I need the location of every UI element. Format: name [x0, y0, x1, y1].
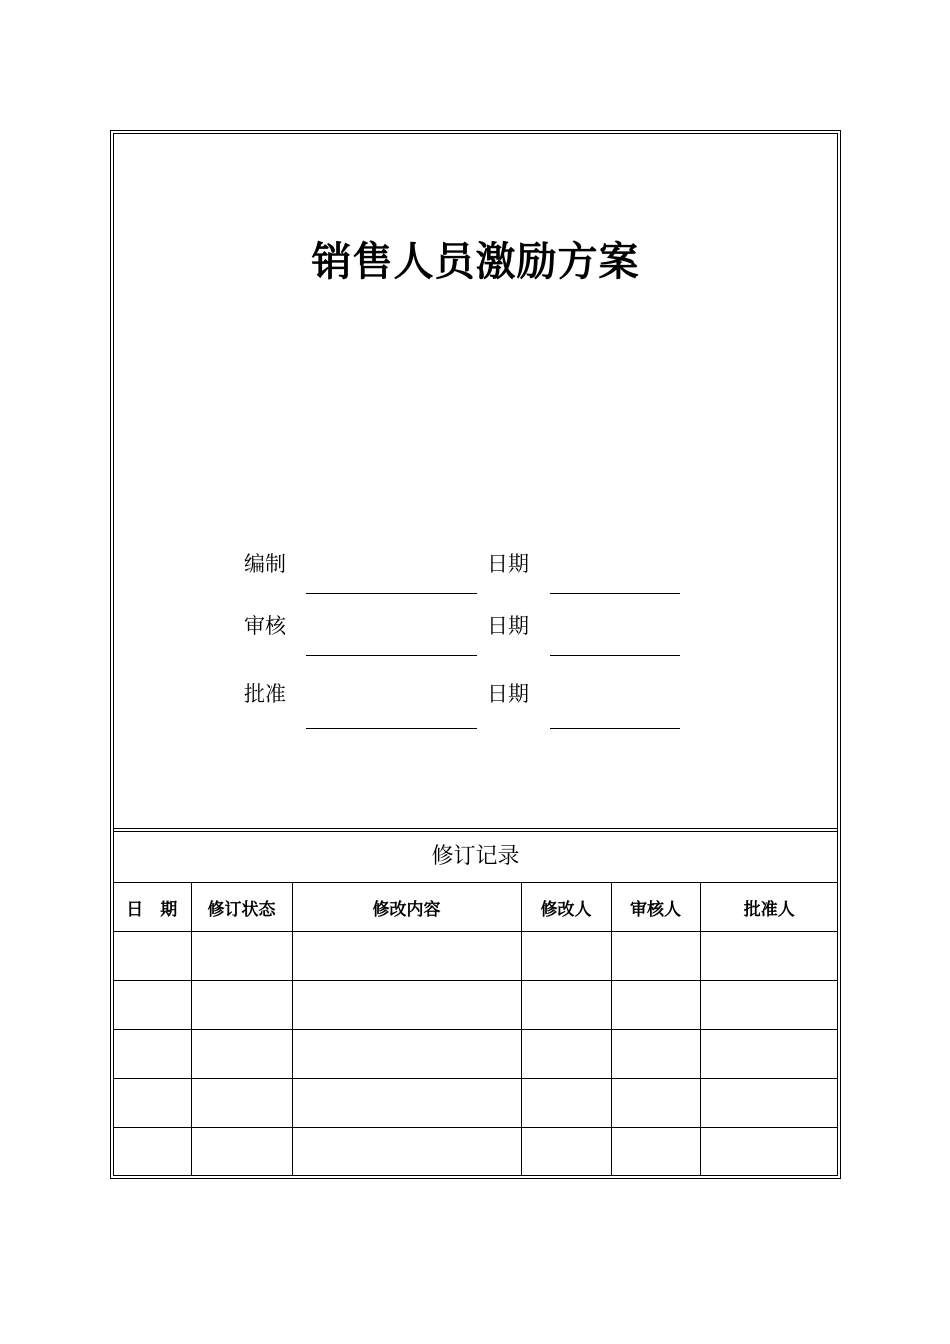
column-header-modifier: 修改人 [521, 883, 611, 932]
table-cell[interactable] [521, 932, 611, 981]
table-cell[interactable] [191, 1128, 292, 1177]
column-header-revision-status: 修订状态 [191, 883, 292, 932]
column-header-change-content: 修改内容 [292, 883, 521, 932]
column-header-date: 日 期 [113, 883, 191, 932]
table-cell[interactable] [113, 1128, 191, 1177]
column-header-reviewer: 审核人 [611, 883, 700, 932]
table-row [113, 1079, 838, 1128]
table-cell[interactable] [191, 1079, 292, 1128]
table-cell[interactable] [611, 1128, 700, 1177]
signoff-approve-date-label: 日期 [487, 682, 529, 706]
table-row [113, 932, 838, 981]
table-cell[interactable] [700, 932, 838, 981]
table-cell[interactable] [113, 1079, 191, 1128]
table-cell[interactable] [292, 932, 521, 981]
signoff-review-date-label: 日期 [487, 614, 529, 638]
table-row [113, 1128, 838, 1177]
table-cell[interactable] [700, 981, 838, 1030]
signoff-review-label: 审核 [244, 614, 286, 638]
table-cell[interactable] [611, 1030, 700, 1079]
signoff-approve-label: 批准 [244, 682, 286, 706]
table-cell[interactable] [292, 1128, 521, 1177]
table-cell[interactable] [113, 1030, 191, 1079]
table-cell[interactable] [292, 981, 521, 1030]
table-cell[interactable] [700, 1030, 838, 1079]
table-cell[interactable] [521, 1079, 611, 1128]
signoff-review-field[interactable] [306, 655, 477, 656]
table-cell[interactable] [521, 1128, 611, 1177]
table-cell[interactable] [113, 932, 191, 981]
table-cell[interactable] [521, 981, 611, 1030]
table-cell[interactable] [700, 1079, 838, 1128]
table-cell[interactable] [113, 981, 191, 1030]
table-cell[interactable] [191, 932, 292, 981]
table-cell[interactable] [292, 1079, 521, 1128]
table-cell[interactable] [292, 1030, 521, 1079]
signoff-compile-date-field[interactable] [550, 593, 680, 594]
signoff-review-date-field[interactable] [550, 655, 680, 656]
column-header-approver: 批准人 [700, 883, 838, 932]
table-cell[interactable] [191, 1030, 292, 1079]
revision-table [113, 883, 838, 1176]
signoff-compile-label: 编制 [244, 552, 286, 576]
signoff-compile-date-label: 日期 [487, 552, 529, 576]
table-cell[interactable] [700, 1128, 838, 1177]
table-row [113, 981, 838, 1030]
revision-header-row [113, 883, 838, 932]
signoff-compile-field[interactable] [306, 593, 477, 594]
table-cell[interactable] [521, 1030, 611, 1079]
table-cell[interactable] [611, 1079, 700, 1128]
signoff-approve-field[interactable] [306, 728, 477, 729]
signoff-approve-date-field[interactable] [550, 728, 680, 729]
table-row [113, 1030, 838, 1079]
section-divider-top [113, 828, 838, 829]
revision-record-title: 修订记录 [431, 844, 520, 869]
table-cell[interactable] [191, 981, 292, 1030]
table-cell[interactable] [611, 981, 700, 1030]
document-title: 销售人员激励方案 [311, 238, 640, 285]
table-cell[interactable] [611, 932, 700, 981]
